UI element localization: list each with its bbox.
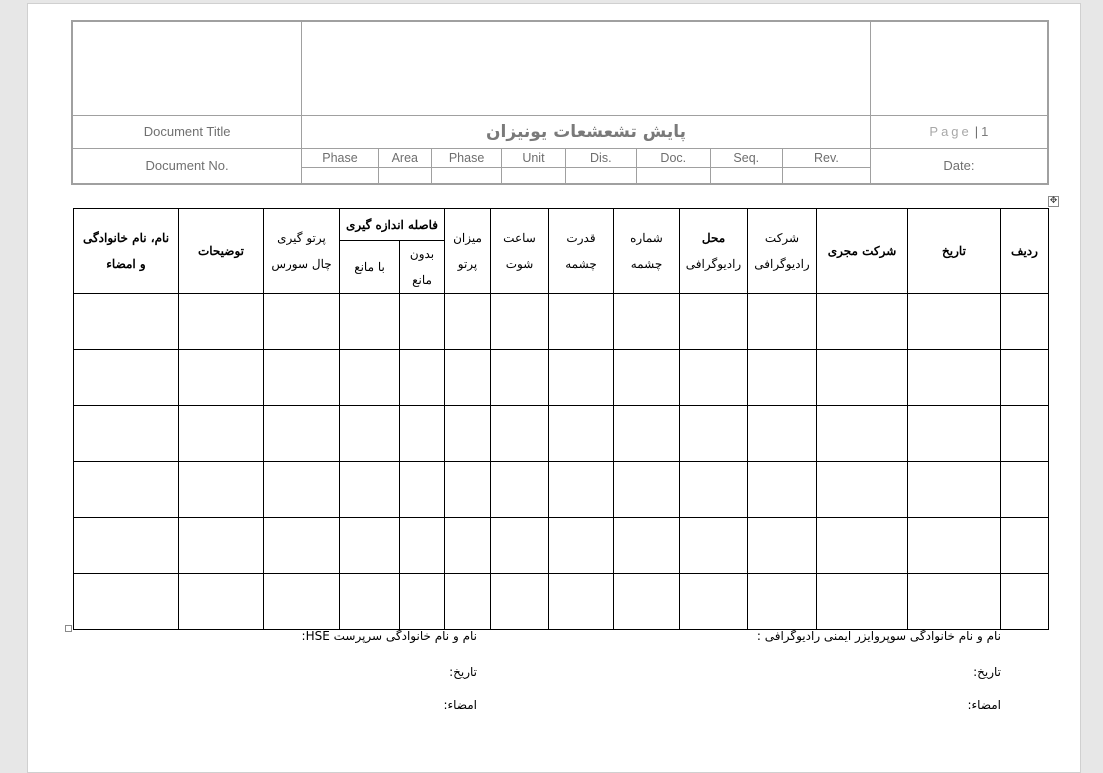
col-header-remarks: توضیحات — [179, 209, 264, 294]
page-number: 1 — [981, 124, 989, 139]
col-header-line: بدون — [409, 247, 435, 261]
logo-cell-right — [870, 21, 1048, 115]
table-cell[interactable] — [908, 294, 1001, 350]
table-cell[interactable] — [400, 574, 445, 630]
hse-manager-signature-label: امضاء: — [443, 698, 477, 712]
table-cell[interactable] — [74, 406, 179, 462]
table-cell[interactable] — [614, 294, 680, 350]
logo-cell-center — [302, 21, 871, 115]
table-cell[interactable] — [908, 462, 1001, 518]
table-row — [74, 462, 1049, 518]
table-cell[interactable] — [1001, 350, 1049, 406]
table-cell[interactable] — [817, 574, 908, 630]
code-value-cell[interactable] — [637, 167, 711, 184]
table-cell[interactable] — [817, 518, 908, 574]
table-row — [74, 574, 1049, 630]
table-cell[interactable] — [614, 462, 680, 518]
table-cell[interactable] — [549, 518, 614, 574]
table-cell[interactable] — [179, 406, 264, 462]
table-cell[interactable] — [74, 518, 179, 574]
supervisor-signature-label: امضاء: — [967, 698, 1001, 712]
table-cell[interactable] — [748, 518, 817, 574]
supervisor-date-label: تاریخ: — [973, 665, 1001, 679]
table-cell[interactable] — [680, 462, 748, 518]
table-cell[interactable] — [680, 518, 748, 574]
table-cell[interactable] — [1001, 406, 1049, 462]
col-header-line: و امضاء — [106, 257, 146, 271]
table-cell[interactable] — [614, 406, 680, 462]
table-cell[interactable] — [179, 574, 264, 630]
table-cell[interactable] — [1001, 518, 1049, 574]
table-cell[interactable] — [400, 350, 445, 406]
col-header-source-number — [614, 209, 680, 294]
table-cell[interactable] — [817, 462, 908, 518]
code-col-dis: Dis. — [565, 148, 636, 167]
col-header-line: قدرت — [566, 231, 596, 245]
document-title-label: Document Title — [72, 115, 302, 148]
table-cell[interactable] — [74, 350, 179, 406]
col-header-row-no: ردیف — [1001, 209, 1049, 294]
col-header-line: نام، نام خانوادگی — [82, 231, 170, 245]
table-cell[interactable] — [400, 518, 445, 574]
col-header-line: محل — [701, 231, 726, 245]
table-cell[interactable] — [445, 462, 491, 518]
table-cell[interactable] — [491, 350, 549, 406]
table-row — [74, 350, 1049, 406]
table-cell[interactable] — [264, 294, 340, 350]
col-header-radiography-company — [748, 209, 817, 294]
table-cell[interactable] — [445, 518, 491, 574]
col-header-line: رادیوگرافی — [685, 257, 742, 271]
table-cell[interactable] — [179, 350, 264, 406]
table-cell[interactable] — [264, 462, 340, 518]
col-header-line: چشمه — [565, 257, 597, 271]
table-cell[interactable] — [748, 294, 817, 350]
table-cell[interactable] — [264, 574, 340, 630]
col-header-without-barrier — [400, 241, 445, 294]
table-cell[interactable] — [1001, 574, 1049, 630]
col-header-line: رادیوگرافی — [754, 257, 810, 271]
col-header-line: شماره — [630, 231, 663, 245]
col-header-contractor: شرکت مجری — [817, 209, 908, 294]
table-cell[interactable] — [908, 350, 1001, 406]
col-header-line: پرتو — [457, 257, 478, 271]
col-header-line: چشمه — [630, 257, 663, 271]
col-header-measurement-distance: فاصله اندازه گیری — [340, 209, 445, 241]
table-cell[interactable] — [264, 406, 340, 462]
table-cell[interactable] — [491, 518, 549, 574]
code-value-cell[interactable] — [431, 167, 501, 184]
page-separator: | — [974, 124, 979, 139]
table-row — [74, 406, 1049, 462]
col-header-line: پرتو گیری — [277, 231, 326, 245]
table-cell[interactable] — [400, 406, 445, 462]
code-value-cell[interactable] — [565, 167, 636, 184]
table-cell[interactable] — [264, 350, 340, 406]
col-header-line: چال سورس — [271, 257, 332, 271]
code-value-cell[interactable] — [710, 167, 782, 184]
table-cell[interactable] — [74, 294, 179, 350]
table-resize-handle-icon[interactable] — [65, 625, 72, 632]
table-cell[interactable] — [614, 350, 680, 406]
table-cell[interactable] — [549, 462, 614, 518]
table-cell[interactable] — [908, 518, 1001, 574]
table-cell[interactable] — [680, 350, 748, 406]
code-value-cell[interactable] — [502, 167, 565, 184]
code-value-cell[interactable] — [378, 167, 431, 184]
col-header-line: ساعت — [503, 231, 536, 245]
table-row — [74, 294, 1049, 350]
code-col-phase-2: Phase — [431, 148, 501, 167]
table-cell[interactable] — [491, 406, 549, 462]
code-col-unit: Unit — [502, 148, 565, 167]
table-cell[interactable] — [817, 350, 908, 406]
table-cell[interactable] — [680, 574, 748, 630]
hse-manager-date-label: تاریخ: — [449, 665, 477, 679]
table-cell[interactable] — [400, 462, 445, 518]
table-cell[interactable] — [340, 350, 400, 406]
table-cell[interactable] — [748, 406, 817, 462]
code-col-phase-1: Phase — [302, 148, 379, 167]
col-header-exposure-amount — [445, 209, 491, 294]
table-cell[interactable] — [340, 518, 400, 574]
table-move-handle-icon[interactable]: ✥ — [1049, 196, 1058, 206]
col-header-date: تاریخ — [908, 209, 1001, 294]
table-cell[interactable] — [445, 350, 491, 406]
table-cell[interactable] — [491, 462, 549, 518]
table-cell[interactable] — [680, 294, 748, 350]
col-header-radiography-location — [680, 209, 748, 294]
table-cell[interactable] — [549, 350, 614, 406]
col-header-source-pit-exposure — [264, 209, 340, 294]
radiation-monitoring-table — [73, 208, 1049, 630]
table-cell[interactable] — [445, 294, 491, 350]
table-cell[interactable] — [549, 294, 614, 350]
table-cell[interactable] — [1001, 462, 1049, 518]
page-word: Page — [929, 124, 972, 139]
table-body — [74, 294, 1049, 630]
table-cell[interactable] — [748, 574, 817, 630]
table-cell[interactable] — [748, 462, 817, 518]
col-header-line: شرکت — [764, 231, 800, 245]
table-cell[interactable] — [614, 518, 680, 574]
table-cell[interactable] — [748, 350, 817, 406]
table-cell[interactable] — [908, 406, 1001, 462]
code-value-cell[interactable] — [302, 167, 379, 184]
table-cell[interactable] — [74, 462, 179, 518]
table-cell[interactable] — [491, 294, 549, 350]
table-cell[interactable] — [549, 574, 614, 630]
table-cell[interactable] — [340, 574, 400, 630]
table-cell[interactable] — [614, 574, 680, 630]
table-cell[interactable] — [680, 406, 748, 462]
code-col-area: Area — [378, 148, 431, 167]
code-col-rev: Rev. — [783, 148, 871, 167]
col-header-source-strength — [549, 209, 614, 294]
table-cell[interactable] — [340, 462, 400, 518]
document-title: پایش تشعشعات یونیزان — [302, 115, 871, 148]
page-number-cell — [870, 115, 1048, 148]
document-header-table — [71, 20, 1049, 185]
table-cell[interactable] — [817, 294, 908, 350]
table-cell[interactable] — [179, 518, 264, 574]
col-header-with-barrier: با مانع — [340, 241, 400, 294]
table-cell[interactable] — [400, 294, 445, 350]
table-cell[interactable] — [1001, 294, 1049, 350]
date-label: Date: — [870, 148, 1048, 184]
table-row — [74, 518, 1049, 574]
table-cell[interactable] — [491, 574, 549, 630]
code-col-seq: Seq. — [710, 148, 782, 167]
table-cell[interactable] — [908, 574, 1001, 630]
table-cell[interactable] — [74, 574, 179, 630]
col-header-line: شوت — [505, 257, 534, 271]
table-cell[interactable] — [549, 406, 614, 462]
col-header-line: مانع — [412, 273, 432, 287]
table-cell[interactable] — [179, 294, 264, 350]
table-cell[interactable] — [445, 406, 491, 462]
hse-manager-name-label: نام و نام خانوادگی سرپرست HSE: — [301, 629, 477, 643]
table-cell[interactable] — [340, 294, 400, 350]
code-value-cell[interactable] — [783, 167, 871, 184]
document-no-label: Document No. — [72, 148, 302, 184]
table-cell[interactable] — [264, 518, 340, 574]
logo-cell-left — [72, 21, 302, 115]
table-cell[interactable] — [179, 462, 264, 518]
table-cell[interactable] — [445, 574, 491, 630]
col-header-line: میزان — [453, 231, 482, 245]
code-col-doc: Doc. — [637, 148, 711, 167]
col-header-shot-time — [491, 209, 549, 294]
col-header-name-signature — [74, 209, 179, 294]
table-cell[interactable] — [340, 406, 400, 462]
supervisor-name-label: نام و نام خانوادگی سوپروایزر ایمنی رادیوگرافی : — [756, 629, 1001, 643]
table-cell[interactable] — [817, 406, 908, 462]
